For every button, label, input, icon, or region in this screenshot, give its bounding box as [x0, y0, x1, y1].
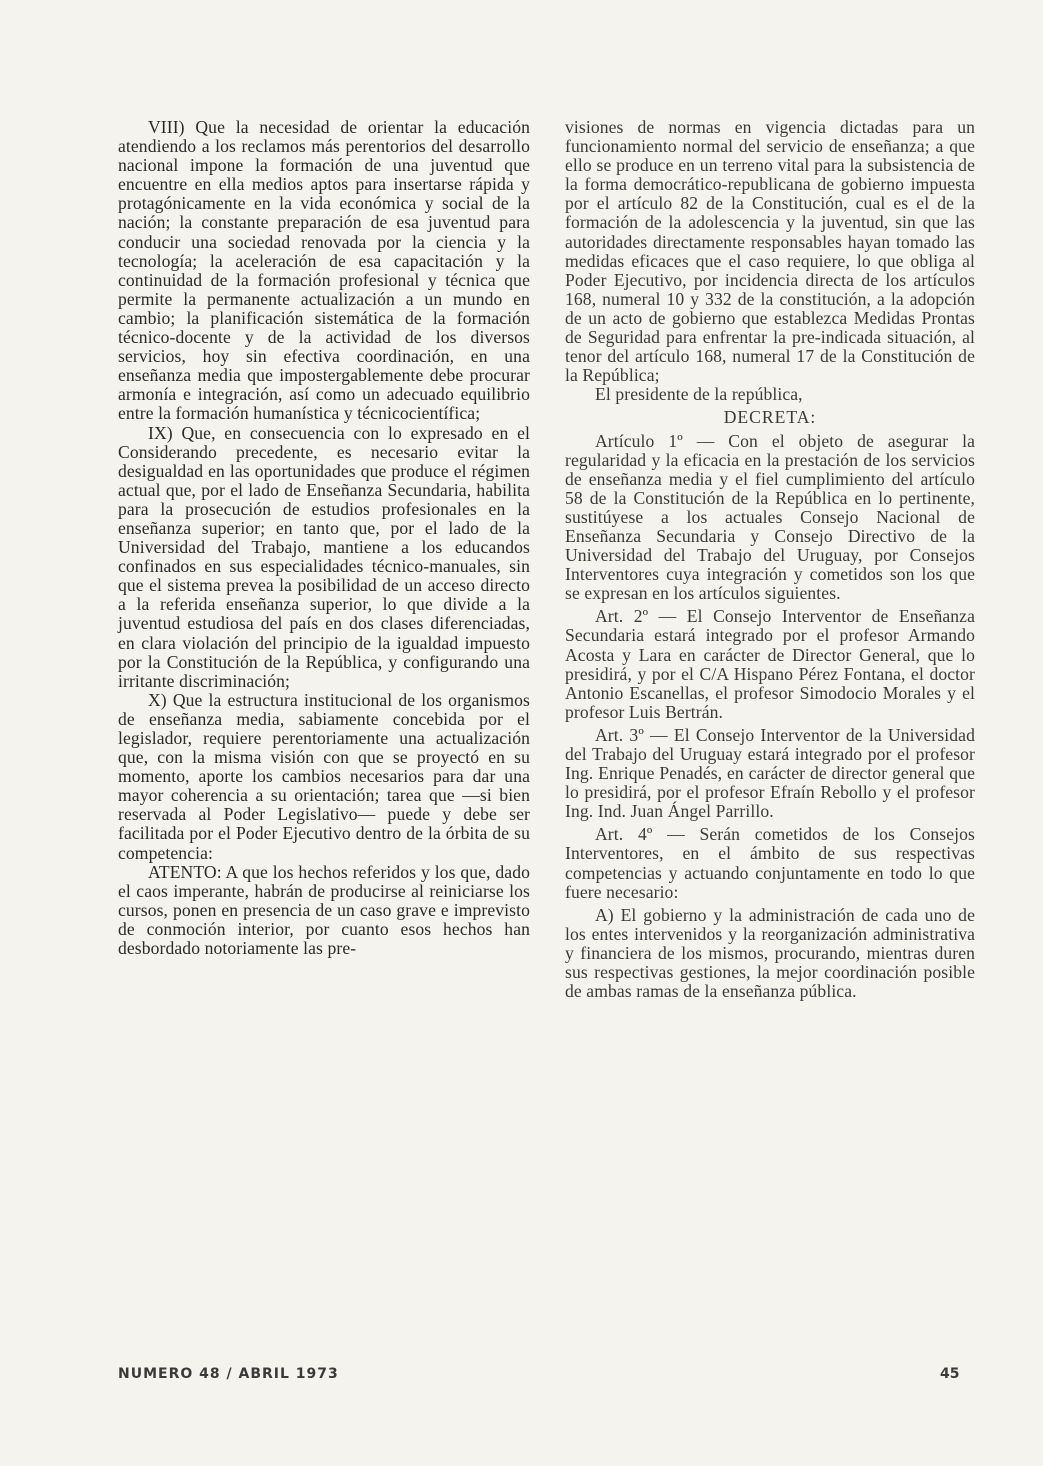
paragraph-atento: ATENTO: A que los hechos referidos y los que, dado el caos imperante, habrán de producirse al reiniciarse los cursos, ponen en presencia de un caso grave e imprevisto de conmoción interior, por cuanto esos hechos han desbordado notoriamente las pre- — [118, 861, 530, 959]
left-column — [118, 118, 530, 958]
article-1: Artículo 1º — Con el objeto de asegurar la regularidad y la eficacia en la prestación de los servicios de enseñanza media y el fiel cumplimiento del artículo 58 de la Constitución de la República en lo pertinente, sustitúyese a los actuales Consejo Nacional de Enseñanza Secundaria y Consejo Directivo de la Universidad del Trabajo del Uruguay, por Consejos Interventores cuya integración y cometidos son los que se expresan en los artículos siguientes. — [565, 430, 975, 604]
right-column — [565, 118, 975, 1001]
page-number: 45 — [940, 1366, 960, 1382]
president-line: El presidente de la república, — [595, 384, 803, 405]
decreta-heading: DECRETA: — [723, 407, 817, 428]
paragraph-considerando-x: X) Que la estructura institucional de los organismos de enseñanza media, sabiamente concebida por el legislador, requiere perentoriamente una actualización que, con la misma visión con que se proyectó en su momento, aporte los cambios necesarios para dar una mayor coherencia a su orientación; tarea que —si bien reservada al Poder Legislativo— puede y debe ser facilitada por el Poder Ejecutivo dentro de la órbita de su competencia: — [118, 689, 530, 863]
article-4-item-a: A) El gobierno y la administración de cada uno de los entes intervenidos y la reorganización administrativa y financiera de los mismos, procurando, mientras duren sus respectivas gestiones, la mejor coordinación posible de ambas ramas de la enseñanza pública. — [565, 904, 975, 1002]
article-3: Art. 3º — El Consejo Interventor de la Universidad del Trabajo del Uruguay estará integrado por el profesor Ing. Enrique Penadés, en carácter de director general que lo presidirá, por el profesor Efraín Rebollo y el profesor Ing. Ind. Juan Ángel Parrillo. — [565, 724, 975, 822]
issue-footer: NUMERO 48 / ABRIL 1973 — [118, 1366, 339, 1382]
article-2: Art. 2º — El Consejo Interventor de Enseñanza Secundaria estará integrado por el profesor Armando Acosta y Lara en carácter de Director General, que lo presidirá, y por el C/A Hispano Pérez Fontana, el doctor Antonio Escanellas, el profesor Simodocio Morales y el profesor Luis Bertrán. — [565, 606, 975, 722]
paragraph-continuation: visiones de normas en vigencia dictadas para un funcionamiento normal del servicio de enseñanza; a que ello se produce en un terreno vital para la subsistencia de la forma democrático-republicana de gobierno impuesta por el artículo 82 de la Constitución, cual es el de la formación de la adolescencia y la juventud, sin que las autoridades directamente responsables hayan tomado las medidas eficaces que el caso requiere, lo que obliga al Poder Ejecutivo, por incidencia directa de los artículos 168, numeral 10 y 332 de la constitución, a la adopción de un acto de gobierno que establezca Medidas Prontas de Seguridad para enfrentar la pre-indicada situación, al tenor del artículo 168, numeral 17 de la Constitución de la República; — [565, 117, 975, 386]
paragraph-considerando-viii: VIII) Que la necesidad de orientar la educación atendiendo a los reclamos más perentorios del desarrollo nacional impone la formación de una juventud que encuentre en ella medios aptos para insertarse rápida y protagónicamente en la vida económica y social de la nación; la constante preparación de esa juventud para conducir una sociedad renovada por la ciencia y la tecnología; la aceleración de esa capacitación y la continuidad de la formación profesional y técnica que permite la permanente actualización a un mundo en cambio; la planificación sistemática de la formación técnico-docente y de la actividad de los diversos servicios, hoy sin efectiva coordinación, en una enseñanza media que impostergablemente debe procurar armonía e integración, así como un adecuado equilibrio entre la formación humanística y técnicocientífica; — [118, 117, 530, 424]
paragraph-considerando-ix: IX) Que, en consecuencia con lo expresado en el Considerando precedente, es necesario evitar la desigualdad en las oportunidades que produce el régimen actual que, por el lado de Enseñanza Secundaria, habilita para la prosecución de estudios profesionales en la enseñanza superior; en tanto que, por el lado de la Universidad del Trabajo, mantiene a los educandos confinados en sus especialidades técnico-manuales, sin que el sistema prevea la posibilidad de un acceso directo a la referida enseñanza superior, lo que divide a la juventud estudiosa del país en dos clases diferenciadas, en clara violación del principio de la igualdad impuesto por la Constitución de la República, y configurando una irritante discriminación; — [118, 422, 530, 691]
article-4: Art. 4º — Serán cometidos de los Consejos Interventores, en el ámbito de sus respectivas competencias y actuando conjuntamente en todo lo que fuere necesario: — [565, 824, 975, 902]
